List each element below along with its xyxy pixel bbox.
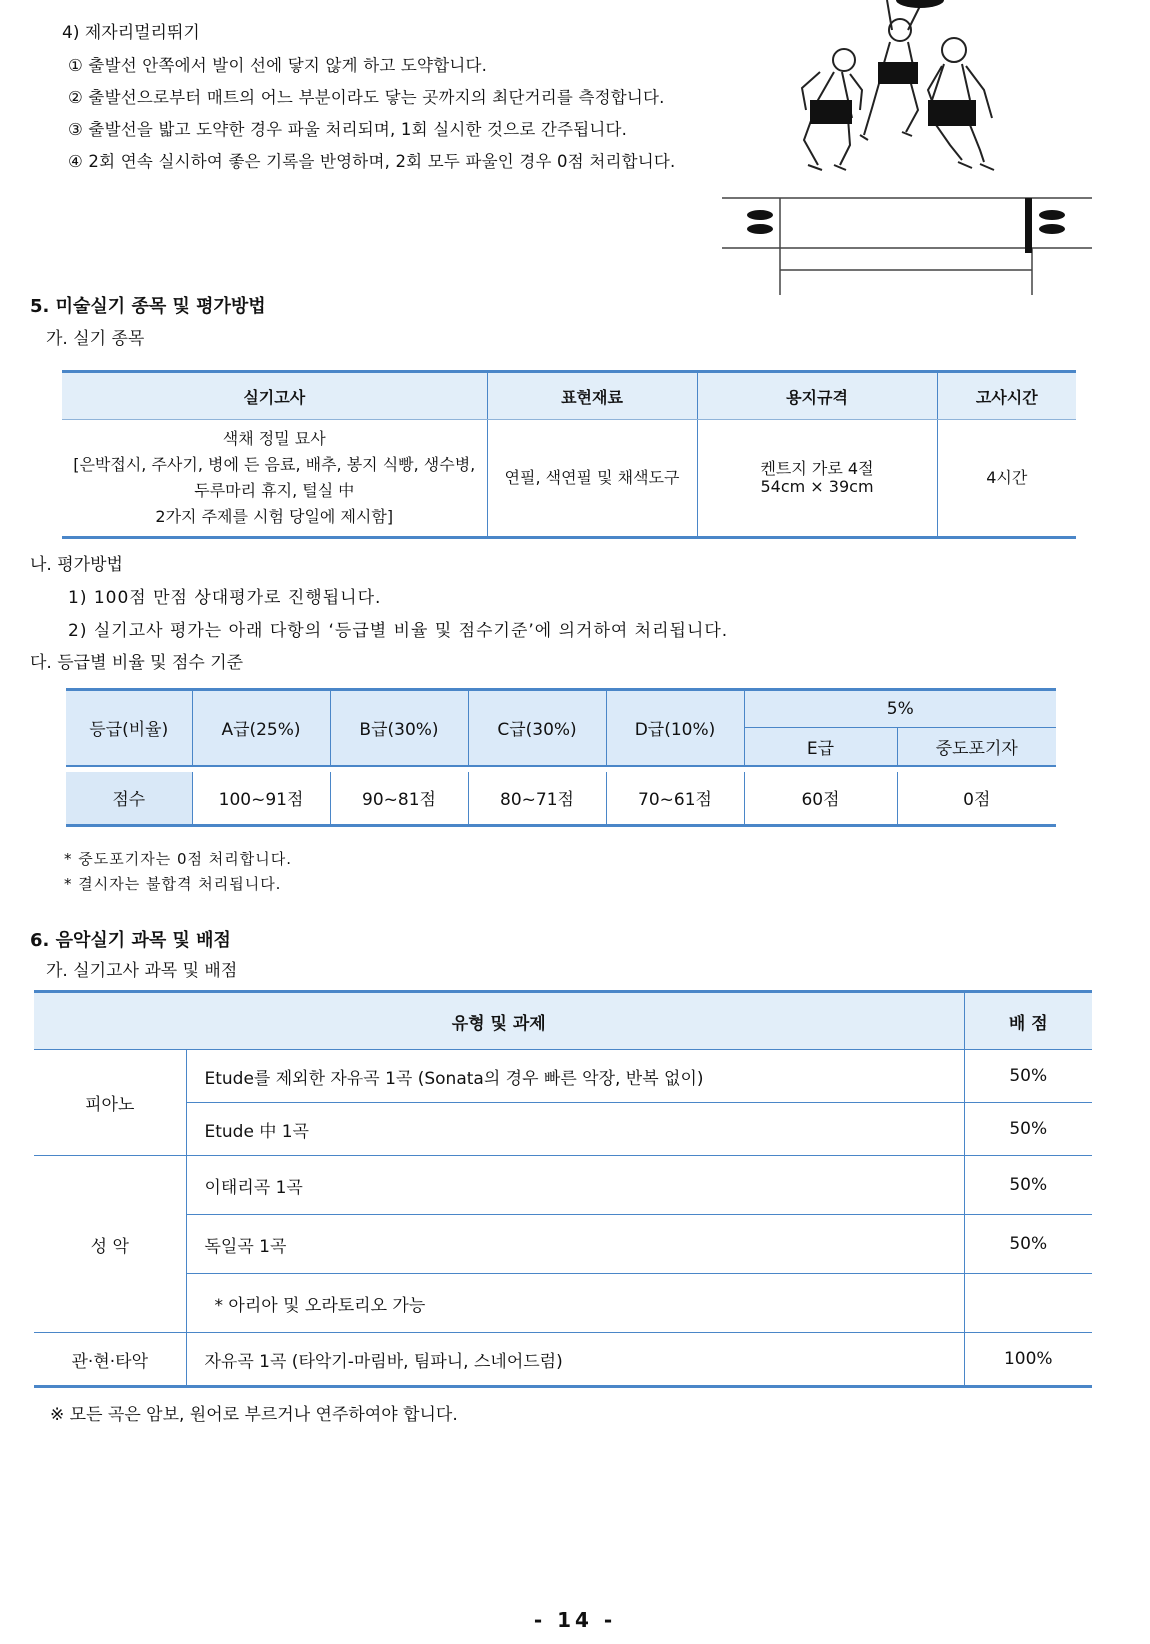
art-subsection-b: 나. 평가방법 (30, 555, 123, 575)
art-subsection-a: 가. 실기 종목 (46, 329, 145, 349)
voice-label: 성 악 (34, 1156, 186, 1333)
score-label: 점수 (66, 772, 192, 826)
music-subsection-a: 가. 실기고사 과목 및 배점 (46, 961, 238, 981)
music-note: ※ 모든 곡은 암보, 원어로 부르거나 연주하여야 합니다. (50, 1405, 458, 1425)
art-subsection-c: 다. 등급별 비율 및 점수 기준 (30, 653, 244, 673)
paper-line-1: 켄트지 가로 4절 (760, 459, 874, 478)
voice-score-note (964, 1274, 1092, 1333)
eval-method-1: 1) 100점 만점 상대평가로 진행됩니다. (68, 588, 382, 608)
exam-line: 색채 정밀 묘사 (222, 429, 326, 448)
grade-dropout: 중도포기자 (897, 728, 1056, 766)
table-row (34, 1156, 1092, 1215)
voice-task-1: 이태리곡 1곡 (186, 1156, 964, 1215)
grade-b: B급(30%) (330, 690, 468, 766)
exam-line: 두루마리 휴지, 털실 中 (194, 481, 355, 500)
jump-rule-3: ③ 출발선을 밟고 도약한 경우 파울 처리되며, 1회 실시한 것으로 간주됩니다. (68, 120, 628, 139)
table-row (34, 1215, 1092, 1274)
grade-header-row (66, 690, 1056, 728)
grade-note-1: * 중도포기자는 0점 처리합니다. (64, 850, 292, 868)
header-material: 표현재료 (487, 372, 697, 420)
paper-cell (697, 420, 937, 538)
table-row (62, 420, 1076, 538)
header-exam: 실기고사 (62, 372, 487, 420)
grade-d: D급(10%) (606, 690, 744, 766)
piano-task-2: Etude 中 1곡 (186, 1103, 964, 1156)
grade-c: C급(30%) (468, 690, 606, 766)
grade-label: 등급(비율) (66, 690, 192, 766)
exam-line: [은박접시, 주사기, 병에 든 음료, 배추, 봉지 식빵, 생수병, (73, 455, 476, 474)
header-score: 배 점 (964, 992, 1092, 1050)
header-paper: 용지규격 (697, 372, 937, 420)
score-dropout: 0점 (963, 790, 991, 811)
jump-rule-2: ② 출발선으로부터 매트의 어느 부분이라도 닿는 곳까지의 최단거리를 측정합니다. (68, 88, 665, 107)
section-5-heading: 5. 미술실기 종목 및 평가방법 (30, 296, 266, 317)
table-header-row (62, 372, 1076, 420)
table-row (34, 1274, 1092, 1333)
voice-task-2: 독일곡 1곡 (186, 1215, 964, 1274)
paper-line-2: 54cm × 39cm (760, 477, 874, 496)
exam-line: 2가지 주제를 시험 당일에 제시함] (155, 507, 394, 526)
instrument-task: 자유곡 1곡 (타악기-마림바, 팀파니, 스네어드럼) (186, 1333, 964, 1387)
grade-table (66, 688, 1056, 827)
score-e: 60점 (744, 772, 897, 826)
time-cell: 4시간 (986, 468, 1028, 487)
piano-task-1: Etude를 제외한 자유곡 1곡 (Sonata의 경우 빠른 악장, 반복 없이) (186, 1050, 964, 1103)
grade-e: E급 (744, 728, 897, 766)
voice-score-1: 50% (964, 1156, 1092, 1215)
piano-label: 피아노 (34, 1050, 186, 1156)
jump-rule-1: ① 출발선 안쪽에서 발이 선에 닿지 않게 하고 도약합니다. (68, 56, 488, 75)
grade-e-group: 5% (744, 690, 1056, 728)
art-exam-table (62, 370, 1076, 539)
instrument-score: 100% (1003, 1349, 1053, 1369)
music-header-row (34, 992, 1092, 1050)
piano-score-1: 50% (964, 1050, 1092, 1103)
table-row (34, 1103, 1092, 1156)
long-jump-illustration (722, 0, 1092, 295)
section-6-heading: 6. 음악실기 과목 및 배점 (30, 930, 231, 951)
header-time: 고사시간 (937, 372, 1076, 420)
page-number: - 14 - (533, 1608, 617, 1632)
score-c: 80~71점 (468, 772, 606, 826)
jump-rule-4: ④ 2회 연속 실시하여 좋은 기록을 반영하며, 2회 모두 파울인 경우 0점 처리합니다. (68, 152, 676, 171)
header-task: 유형 및 과제 (34, 992, 964, 1050)
score-row (66, 772, 1056, 826)
grade-note-2: * 결시자는 불합격 처리됩니다. (64, 875, 282, 893)
table-row (34, 1333, 1092, 1387)
music-exam-table (34, 990, 1092, 1388)
score-a: 100~91점 (192, 772, 330, 826)
material-cell: 연필, 색연필 및 채색도구 (487, 420, 697, 538)
grade-a: A급(25%) (192, 690, 330, 766)
score-d: 70~61점 (606, 772, 744, 826)
voice-score-2: 50% (964, 1215, 1092, 1274)
score-b: 90~81점 (330, 772, 468, 826)
voice-task-note: * 아리아 및 오라토리오 가능 (186, 1274, 964, 1333)
piano-score-2: 50% (964, 1103, 1092, 1156)
instrument-label: 관·현·타악 (34, 1333, 186, 1387)
eval-method-2: 2) 실기고사 평가는 아래 다항의 ‘등급별 비율 및 점수기준’에 의거하여 처리됩니다. (68, 621, 729, 641)
exam-cell (62, 420, 487, 538)
table-row (34, 1050, 1092, 1103)
section-4-heading: 4) 제자리멀리뛰기 (62, 23, 200, 43)
